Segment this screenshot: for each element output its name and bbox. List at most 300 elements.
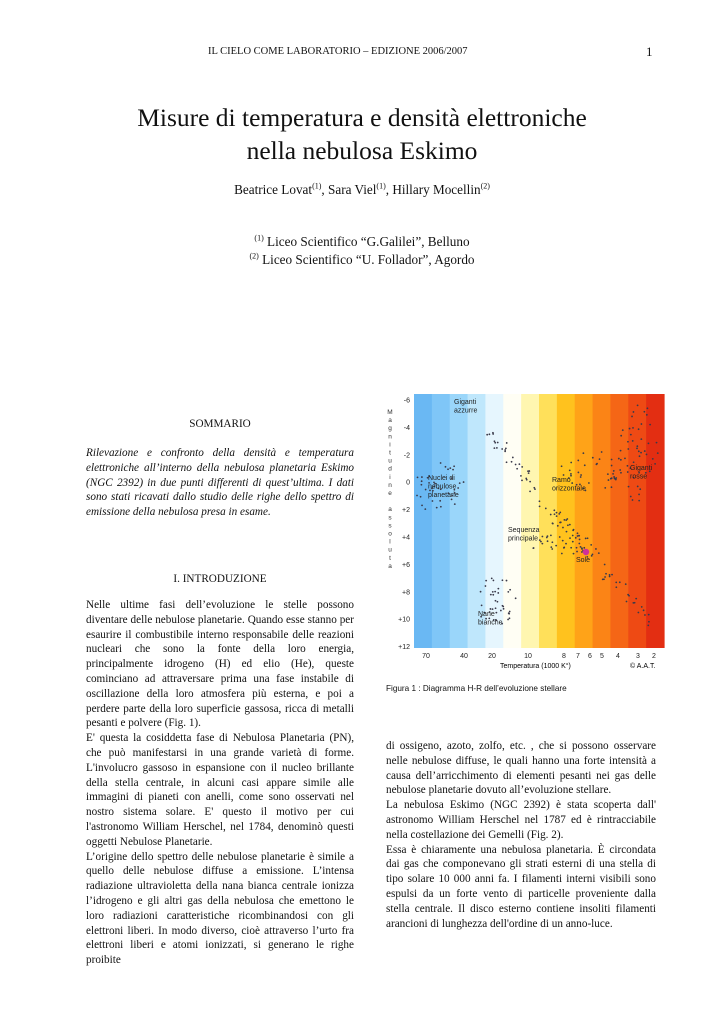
star-dot [439, 500, 441, 502]
star-dot [585, 538, 587, 540]
region-label: nebulose [428, 483, 457, 491]
star-dot [562, 540, 564, 542]
star-dot [485, 580, 487, 582]
star-dot [570, 462, 572, 464]
star-dot [611, 486, 613, 488]
hr-diagram-figure [368, 392, 674, 674]
star-dot [584, 464, 586, 466]
star-dot [619, 581, 621, 583]
star-dot [559, 536, 561, 538]
star-dot [615, 586, 617, 588]
paragraph: Essa è chiaramente una nebulosa planetaria. È circondata dai gas che componevano gli strati esterni di una stella di tipo solare 10 000 anni fa. I filamenti interni visibili sono espulsi da un forte vento di particelle proveniente dalla stella centrale. Il disco esterno contiene insoliti filamenti arancioni di lunghezza dell'ordine di un anno-luce. [386, 843, 656, 930]
affiliation-2 [90, 251, 634, 269]
star-dot [557, 525, 559, 527]
star-dot [588, 482, 590, 484]
author-name: Sara Viel [328, 182, 377, 197]
region-label: Giganti [454, 399, 477, 406]
star-dot [633, 461, 635, 463]
star-dot [638, 500, 640, 502]
star-dot [512, 457, 514, 459]
title-line-1: Misure di temperatura e densità elettroniche [137, 103, 587, 132]
paragraph: E' questa la cosiddetta fase di Nebulosa Planetaria (PN), che può manifestarsi in una grande varietà di forme. L'involucro gassoso in espansione con il nucleo brillante della stella centrale, in alcuni casi appare simile alle immagini di pianeti con anelli, come sono osservati nel nostro sistema solare. E' questo il motivo per cui l'astronomo William Herschel, nel 1784, denominò questi oggetti Nebulose Planetarie. [86, 732, 354, 848]
star-dot [627, 471, 629, 473]
temperature-band [414, 394, 432, 648]
figure-caption: Figura 1 : Diagramma H-R dell’evoluzione stellare [386, 684, 567, 693]
y-axis-label-letter: s [388, 522, 392, 530]
abstract-text: Rilevazione e confronto della densità e temperatura elettroniche all’interno della nebulosa planetaria Eskimo (NGC 2392) in due punti differenti di quest’ultima. I dati sono stati ricavati dallo studio delle righe dello spettro di emissione della nebulosa presa in esame. [86, 447, 354, 519]
star-dot [633, 411, 635, 413]
star-dot [579, 539, 581, 541]
y-axis-label-letter: n [388, 433, 392, 441]
star-dot [515, 597, 517, 599]
star-dot [533, 487, 535, 489]
star-dot [496, 447, 498, 449]
y-axis-label-letter: t [389, 449, 391, 457]
y-tick-label: +12 [398, 644, 410, 652]
star-dot [637, 612, 639, 614]
y-axis-label-letter: a [388, 506, 392, 514]
star-dot [611, 477, 613, 479]
y-axis-label [387, 409, 392, 570]
star-dot [492, 433, 494, 435]
star-dot [509, 617, 511, 619]
star-dot [654, 463, 656, 465]
star-dot [547, 540, 549, 542]
star-dot [420, 484, 422, 486]
star-dot [625, 583, 627, 585]
star-dot [615, 582, 617, 584]
temperature-bands [414, 394, 665, 648]
star-dot [577, 535, 579, 537]
y-tick-label: 0 [406, 479, 410, 487]
region-label: orizzontale [552, 485, 586, 493]
star-dot [636, 445, 638, 447]
star-dot [627, 465, 629, 467]
star-dot [425, 489, 427, 491]
y-axis-label-letter: u [388, 457, 392, 465]
star-dot [577, 532, 579, 534]
star-dot [565, 519, 567, 521]
star-dot [420, 496, 422, 498]
star-dot [506, 580, 508, 582]
star-dot [575, 537, 577, 539]
title-line-2: nella nebulosa Eskimo [246, 136, 478, 165]
region-label: principale [508, 535, 538, 543]
star-dot [563, 519, 565, 521]
y-tick-label: +2 [402, 507, 410, 515]
y-axis-label-letter: u [388, 546, 392, 554]
temperature-band [539, 394, 557, 648]
star-dot [493, 447, 495, 449]
affiliation-text: Liceo Scientifico “G.Galilei”, Belluno [263, 234, 470, 249]
star-dot [644, 614, 646, 616]
star-dot [556, 512, 558, 514]
star-dot [507, 591, 509, 593]
star-dot [591, 555, 593, 557]
star-dot [518, 463, 520, 465]
star-dot [638, 450, 640, 452]
star-dot [529, 481, 531, 483]
star-dot [628, 486, 630, 488]
star-dot [503, 608, 505, 610]
left-column [86, 598, 354, 968]
star-dot [583, 547, 585, 549]
temperature-band [575, 394, 593, 648]
star-dot [440, 462, 442, 464]
star-dot [436, 507, 438, 509]
star-dot [652, 458, 654, 460]
y-axis-label-letter: o [388, 530, 392, 538]
star-dot [440, 506, 442, 508]
star-dot [486, 434, 488, 436]
star-dot [506, 461, 508, 463]
star-dot [648, 614, 650, 616]
star-dot [553, 509, 555, 511]
copyright-label: © A.A.T. [630, 663, 656, 670]
star-dot [607, 473, 609, 475]
star-dot [495, 600, 497, 602]
star-dot [521, 480, 523, 482]
star-dot [605, 573, 607, 575]
star-dot [491, 577, 493, 579]
star-dot [445, 466, 447, 468]
star-dot [635, 598, 637, 600]
star-dot [520, 475, 522, 477]
star-dot [570, 547, 572, 549]
star-dot [541, 536, 543, 538]
star-dot [626, 601, 628, 603]
affiliation-mark: (1) [254, 233, 264, 243]
star-dot [488, 433, 490, 435]
star-dot [563, 474, 565, 476]
star-dot [629, 428, 631, 430]
star-dot [528, 470, 530, 472]
star-dot [515, 464, 517, 466]
star-dot [540, 541, 542, 543]
star-dot [546, 537, 548, 539]
star-dot [639, 488, 641, 490]
star-dot [504, 450, 506, 452]
star-dot [571, 482, 573, 484]
star-dot [641, 423, 643, 425]
star-dot [494, 591, 496, 593]
star-dot [509, 611, 511, 613]
temperature-band [646, 394, 664, 648]
y-axis-label-letter: n [388, 481, 392, 489]
abstract-heading: SOMMARIO [189, 418, 251, 430]
y-tick-label: +4 [402, 534, 410, 542]
x-tick-label: 20 [488, 653, 496, 660]
temperature-band [450, 394, 468, 648]
star-dot [637, 486, 639, 488]
author-separator: , [321, 182, 328, 197]
region-label: Sole [576, 557, 591, 564]
star-dot [569, 537, 571, 539]
star-dot [502, 605, 504, 607]
y-axis-label-letter: a [388, 417, 392, 425]
star-dot [576, 547, 578, 549]
star-dot [521, 466, 523, 468]
affiliations [90, 233, 634, 269]
star-dot [552, 522, 554, 524]
y-tick-label: -4 [403, 424, 410, 432]
star-dot [508, 613, 510, 615]
star-dot [646, 414, 648, 416]
star-dot [485, 585, 487, 587]
star-dot [539, 539, 541, 541]
affiliation-1 [90, 233, 634, 251]
star-dot [569, 469, 571, 471]
star-dot [558, 513, 560, 515]
star-dot [494, 440, 496, 442]
star-dot [447, 468, 449, 470]
star-dot [566, 531, 568, 533]
star-dot [649, 424, 651, 426]
star-dot [570, 473, 572, 475]
y-axis-label-letter: d [388, 465, 392, 473]
star-dot [620, 459, 622, 461]
star-dot [556, 515, 558, 517]
author-list [90, 182, 634, 198]
star-dot [577, 460, 579, 462]
star-dot [541, 543, 543, 545]
y-tick-label: -6 [403, 397, 410, 405]
y-axis-label-letter: g [388, 425, 392, 433]
star-dot [577, 472, 579, 474]
star-dot [604, 564, 606, 566]
star-dot [495, 607, 497, 609]
star-dot [640, 452, 642, 454]
star-dot [417, 477, 419, 479]
star-dot [592, 457, 594, 459]
y-axis-label-letter: l [389, 538, 391, 546]
star-dot [561, 465, 563, 467]
star-dot [613, 470, 615, 472]
star-dot [604, 487, 606, 489]
star-dot [582, 452, 584, 454]
star-dot [432, 500, 434, 502]
star-dot [539, 500, 541, 502]
star-dot [627, 448, 629, 450]
star-dot [507, 619, 509, 621]
star-dot [551, 548, 553, 550]
star-dot [421, 504, 423, 506]
star-dot [611, 459, 613, 461]
star-dot [497, 588, 499, 590]
star-dot [630, 434, 632, 436]
region-label: Giganti [630, 465, 653, 472]
star-dot [641, 606, 643, 608]
x-axis-ticks [422, 653, 656, 660]
star-dot [618, 458, 620, 460]
star-dot [639, 455, 641, 457]
y-axis-label-letter: s [388, 514, 392, 522]
star-dot [634, 602, 636, 604]
y-tick-label: +6 [402, 561, 410, 569]
star-dot [599, 458, 601, 460]
star-dot [620, 450, 622, 452]
star-dot [576, 551, 578, 553]
region-label: Ramo [552, 477, 571, 484]
y-axis-ticks [398, 398, 410, 652]
star-dot [622, 429, 624, 431]
y-axis-label-letter: a [388, 562, 392, 570]
star-dot [481, 605, 483, 607]
paragraph: L’origine dello spettro delle nebulose planetarie è simile a quello delle nebulose diffuse a emissione. L’intensa radiazione ultravioletta della nana bianca centrale ionizza l’idrogeno e gli altri gas della nebulosa che emettono le loro radiazioni caratteristiche ricombinandosi con gli elettroni liberi. In modo diverso, cioè attraverso l’urto fra elettroni liberi e atomi ionizzati, si generano le righe proibite [86, 850, 354, 967]
star-dot [644, 450, 646, 452]
y-tick-label: +8 [402, 589, 410, 597]
y-tick-label: +10 [398, 616, 410, 624]
star-dot [608, 479, 610, 481]
star-dot [581, 551, 583, 553]
star-dot [580, 476, 582, 478]
star-dot [555, 545, 557, 547]
affiliation-mark: (2) [249, 251, 259, 261]
star-dot [587, 537, 589, 539]
star-dot [580, 546, 582, 548]
star-dot [550, 534, 552, 536]
star-dot [532, 547, 534, 549]
star-dot [611, 574, 613, 576]
star-dot [457, 487, 459, 489]
temperature-band [593, 394, 611, 648]
author-name: Beatrice Lovat [234, 182, 313, 197]
star-dot [492, 594, 494, 596]
star-dot [551, 541, 553, 543]
star-dot [569, 524, 571, 526]
star-dot [624, 457, 626, 459]
star-dot [554, 513, 556, 515]
star-dot [421, 480, 423, 482]
star-dot [567, 524, 569, 526]
star-dot [490, 594, 492, 596]
region-label: rosse [630, 473, 648, 481]
region-label: planetarie [428, 492, 459, 499]
paragraph: di ossigeno, azoto, zolfo, etc. , che si possono osservare nelle nebulose diffuse, le quali hanno una forte intensità a causa dell’arricchimento di elementi pesanti nei gas delle nebulose planetarie dovuto all’evoluzione stellare. [386, 740, 656, 797]
star-dot [648, 621, 650, 623]
x-tick-label: 3 [636, 653, 640, 660]
star-dot [463, 481, 465, 483]
region-label: Nuclei di [428, 475, 455, 482]
star-dot [421, 476, 423, 478]
star-dot [647, 407, 649, 409]
star-dot [561, 553, 563, 555]
temperature-band [432, 394, 450, 648]
star-dot [604, 576, 606, 578]
star-dot [562, 527, 564, 529]
star-dot [505, 447, 507, 449]
star-dot [563, 547, 565, 549]
paper-title [90, 101, 634, 167]
x-tick-label: 7 [576, 653, 580, 660]
x-tick-label: 5 [600, 653, 604, 660]
star-dot [424, 508, 426, 510]
author-affiliation-mark: (1) [376, 181, 386, 191]
temperature-band [503, 394, 521, 648]
star-dot [516, 468, 518, 470]
star-dot [416, 495, 418, 497]
y-axis-label-letter: t [389, 554, 391, 562]
star-dot [452, 469, 454, 471]
temperature-band [521, 394, 539, 648]
page-number: 1 [646, 44, 653, 59]
star-dot [529, 490, 531, 492]
star-dot [497, 592, 499, 594]
running-header [0, 46, 724, 62]
temperature-band [610, 394, 628, 648]
star-dot [453, 465, 455, 467]
star-dot [559, 511, 561, 513]
star-dot [559, 522, 561, 524]
star-dot [648, 442, 650, 444]
star-dot [620, 472, 622, 474]
x-tick-label: 40 [460, 653, 468, 660]
star-dot [611, 465, 613, 467]
star-dot [612, 473, 614, 475]
right-column [386, 739, 656, 931]
y-axis-label-letter: i [389, 441, 391, 449]
star-dot [497, 442, 499, 444]
star-dot [528, 472, 530, 474]
y-axis-label-letter: i [389, 473, 391, 481]
star-dot [632, 440, 634, 442]
star-dot [630, 496, 632, 498]
star-dot [578, 543, 580, 545]
star-dot [619, 469, 621, 471]
star-dot [449, 467, 451, 469]
star-dot [573, 553, 575, 555]
star-dot [502, 579, 504, 581]
star-dot [506, 442, 508, 444]
hr-diagram [368, 392, 674, 674]
star-dot [609, 574, 611, 576]
star-dot [539, 505, 541, 507]
star-dot [495, 612, 497, 614]
star-dot [637, 405, 639, 407]
region-label: bianche [478, 619, 503, 627]
star-dot [598, 552, 600, 554]
star-dot [643, 609, 645, 611]
star-dot [459, 482, 461, 484]
star-dot [657, 452, 659, 454]
x-tick-label: 4 [616, 653, 620, 660]
star-dot [454, 503, 456, 505]
star-dot [627, 594, 629, 596]
star-dot [615, 477, 617, 479]
star-dot [640, 438, 642, 440]
star-dot [526, 479, 528, 481]
star-dot [643, 411, 645, 413]
region-label: Nane [478, 611, 495, 618]
star-dot [492, 591, 494, 593]
x-tick-label: 2 [652, 653, 656, 660]
star-dot [620, 435, 622, 437]
author-affiliation-mark: (2) [480, 181, 490, 191]
temperature-band [468, 394, 486, 648]
star-dot [632, 427, 634, 429]
star-dot [638, 494, 640, 496]
star-dot [511, 461, 513, 463]
star-dot [501, 448, 503, 450]
star-dot [578, 535, 580, 537]
author-affiliation-mark: (1) [312, 181, 322, 191]
star-dot [580, 474, 582, 476]
star-dot [492, 608, 494, 610]
star-dot [480, 591, 482, 593]
star-dot [572, 535, 574, 537]
star-dot [595, 548, 597, 550]
sun-marker [583, 549, 589, 555]
